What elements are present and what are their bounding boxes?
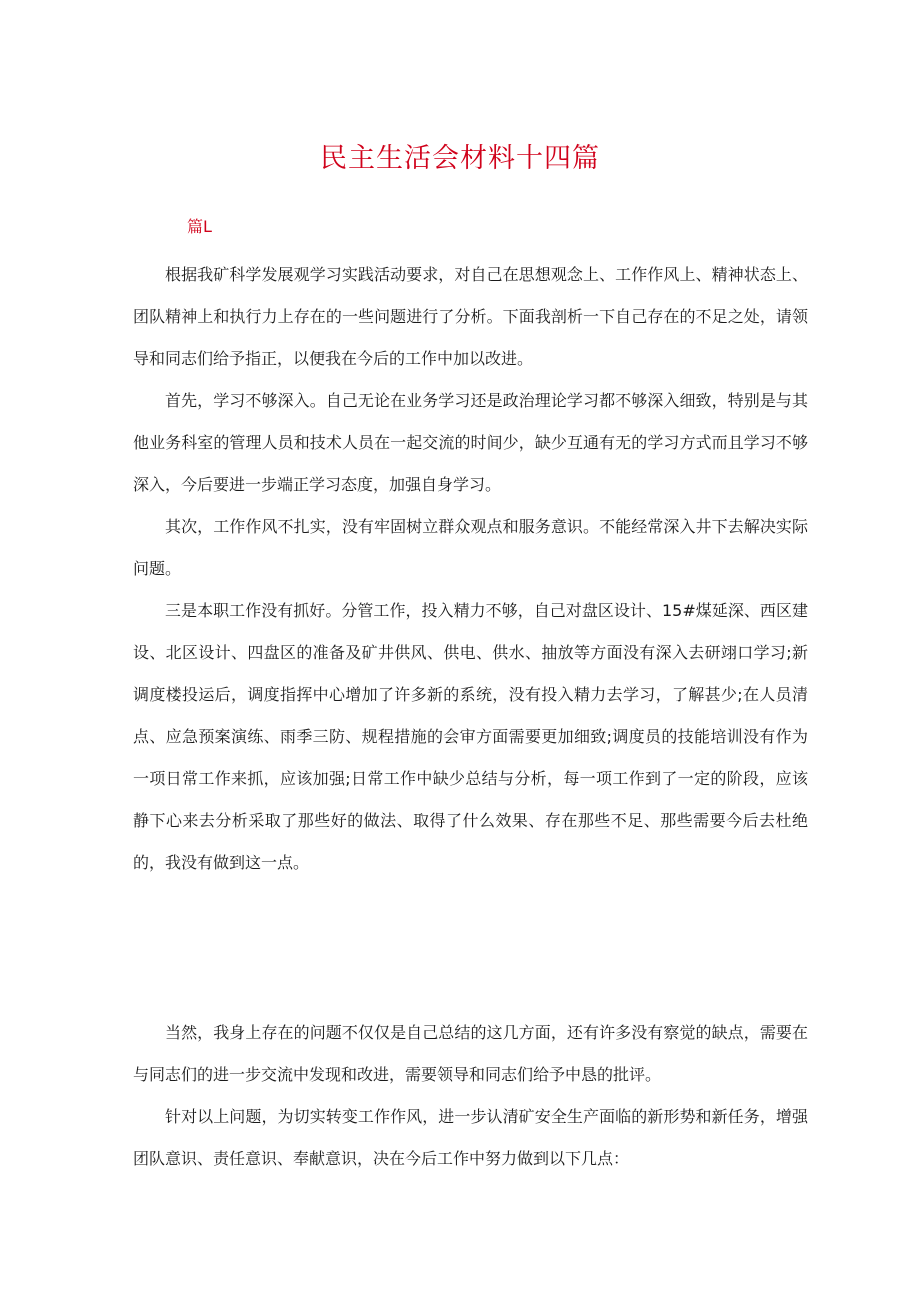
paragraph: 三是本职工作没有抓好。分管工作，投入精力不够，自己对盘区设计、15#煤延深、西区建设、北区设计、四盘区的准备及矿井供风、供电、供水、抽放等方面没有深入去研翊口学习;新调度楼投运后，调度指挥中心增加了许多新的系统，没有投入精力去学习，了解甚少;在人员清点、应急预案演练、雨季三防、规程措施的会审方面需要更加细致;调度员的技能培训没有作为一项日常工作来抓，应该加强;日常工作中缺少总结与分析，每一项工作到了一定的阶段，应该静下心来去分析采取了那些好的做法、取得了什么效果、存在那些不足、那些需要今后去杜绝的，我没有做到这一点。	[133, 601, 808, 872]
body-block-2	[133, 1012, 808, 1180]
paragraph: 其次，工作作风不扎实，没有牢固树立群众观点和服务意识。不能经常深入井下去解决实际问题。	[133, 517, 808, 578]
paragraph: 根据我矿科学发展观学习实践活动要求，对自己在思想观念上、工作作风上、精神状态上、团队精神上和执行力上存在的一些问题进行了分析。下面我剖析一下自己存在的不足之处，请领导和同志们给予指正，以便我在今后的工作中加以改进。	[133, 265, 808, 368]
paragraph: 针对以上问题，为切实转变工作作风，进一步认清矿安全生产面临的新形势和新任务，增强团队意识、责任意识、奉献意识，决在今后工作中努力做到以下几点：	[133, 1107, 808, 1168]
document-title: 民主生活会材料十四篇	[320, 143, 600, 174]
paragraph: 当然，我身上存在的问题不仅仅是自己总结的这几方面，还有许多没有察觉的缺点，需要在与同志们的进一步交流中发现和改进，需要领导和同志们给予中恳的批评。	[133, 1023, 808, 1084]
section-label: 篇L	[187, 217, 212, 236]
body-block-1	[133, 254, 808, 884]
paragraph: 首先，学习不够深入。自己无论在业务学习还是政治理论学习都不够深入细致，特别是与其他业务科室的管理人员和技术人员在一起交流的时间少，缺少互通有无的学习方式而且学习不够深入，今后要进一步端正学习态度，加强自身学习。	[133, 391, 808, 494]
